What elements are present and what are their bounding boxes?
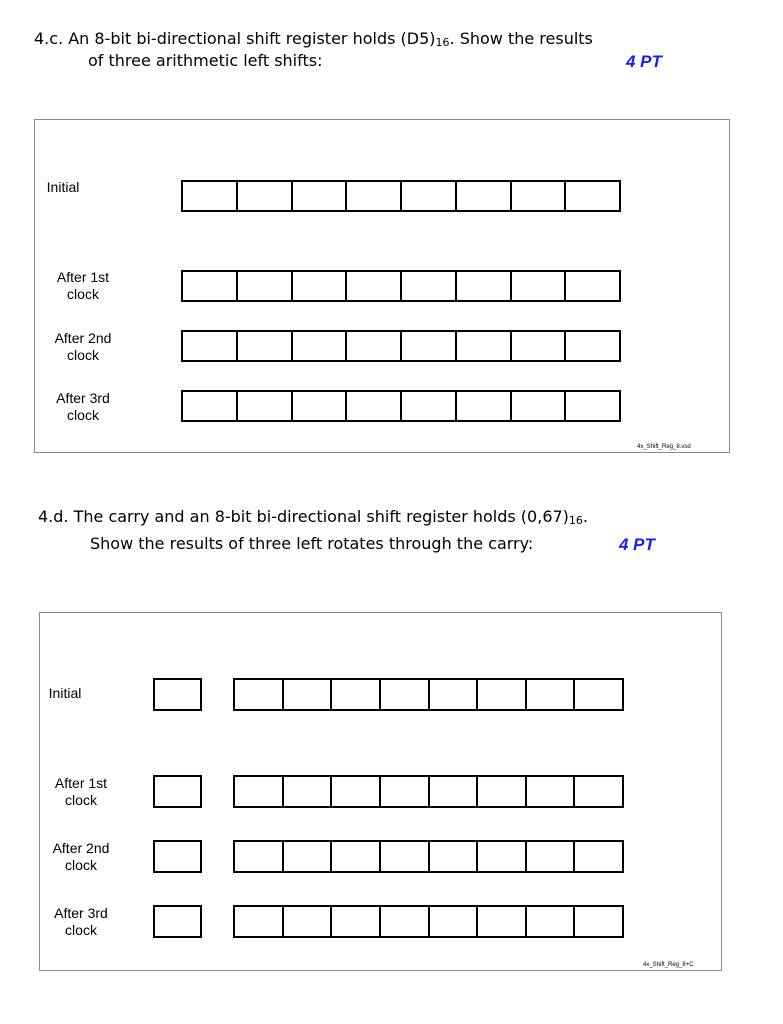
q4d-register-after-2nd[interactable] <box>233 840 624 873</box>
q4d-carry-after-1st[interactable] <box>153 775 202 808</box>
q4d-register-after-1st[interactable] <box>233 775 624 808</box>
q4d-prompt-line1: 4.d. The carry and an 8-bit bi-directional shift register holds $(0,67)_{16}$. <box>38 507 589 527</box>
q4d-points: 4 PT <box>619 535 655 554</box>
q4d-row-label-after-1st: After 1st clock <box>54 775 108 808</box>
q4c-prompt-line1: 4.c. An 8-bit bi-directional shift register holds $(D5)_{16}$. Show the results <box>34 29 593 49</box>
q4c-register-after-1st[interactable] <box>181 270 621 302</box>
q4c-shift-register-figure <box>34 119 730 453</box>
q4d-register-after-3rd[interactable] <box>233 905 624 938</box>
q4d-carry-after-3rd[interactable] <box>153 905 202 938</box>
q4c-register-after-2nd[interactable] <box>181 330 621 362</box>
q4c-points: 4 PT <box>626 52 662 71</box>
q4c-row-label-initial: Initial <box>46 179 80 195</box>
q4d-row-label-after-2nd: After 2nd clock <box>52 840 110 873</box>
q4c-register-initial[interactable] <box>181 180 621 212</box>
q4c-row-label-after-3rd: After 3rd clock <box>56 390 110 423</box>
q4d-file-name: 4x_Shift_Reg_8+C <box>643 962 694 968</box>
q4d-register-initial[interactable] <box>233 678 624 711</box>
q4d-carry-after-2nd[interactable] <box>153 840 202 873</box>
q4c-prompt-line2: of three arithmetic left shifts: <box>88 51 323 70</box>
q4d-row-label-initial: Initial <box>48 685 82 701</box>
q4c-row-label-after-1st: After 1st clock <box>56 269 110 302</box>
q4d-carry-initial[interactable] <box>153 678 202 711</box>
q4c-row-label-after-2nd: After 2nd clock <box>54 330 112 363</box>
q4c-register-after-3rd[interactable] <box>181 390 621 422</box>
q4d-row-label-after-3rd: After 3rd clock <box>54 905 108 938</box>
q4d-rotate-through-carry-figure <box>39 612 722 971</box>
q4d-prompt-line2: Show the results of three left rotates through the carry: <box>90 534 534 553</box>
q4c-file-name: 4x_Shift_Reg_8.vsd <box>637 444 691 450</box>
